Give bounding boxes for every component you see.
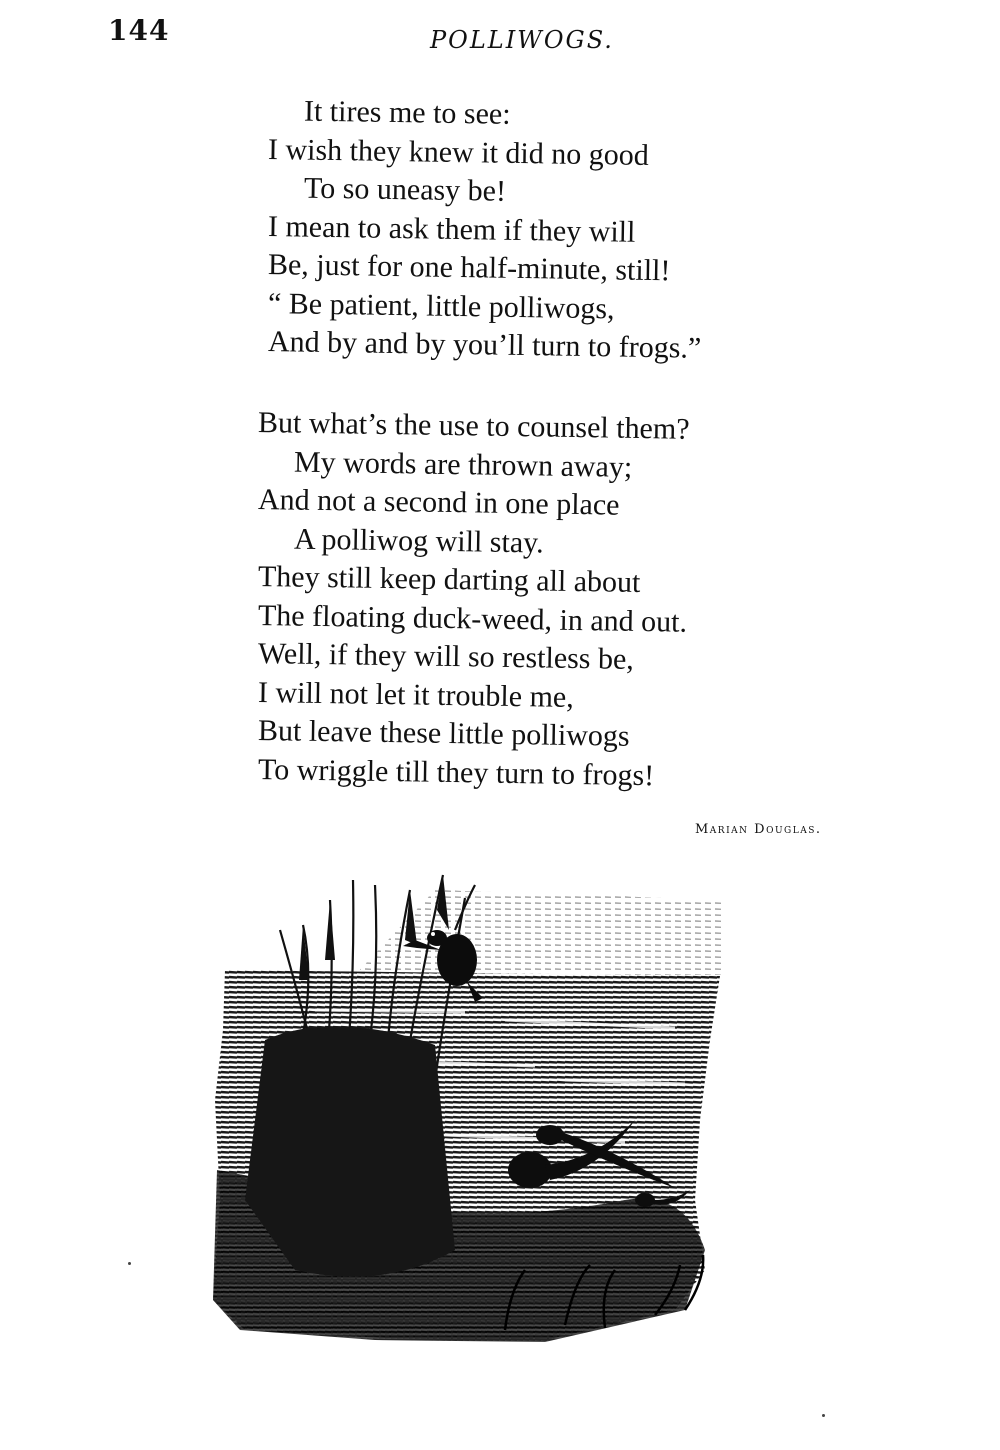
verse-line: But leave these little polliwogs [257,714,630,753]
stanza-one [267,92,702,365]
verse-line: I wish they knew it did no good [267,132,650,172]
verse-line: My words are thrown away; [293,445,633,484]
print-speck [128,1262,131,1265]
running-title: POLLIWOGS. [430,26,614,54]
stanza-two [257,404,690,792]
verse-line: A polliwog will stay. [293,522,544,559]
verse-line: I mean to ask them if they will [267,209,636,249]
verse-line: Be, just for one half-minute, still! [267,248,671,288]
verse-line: To wriggle till they turn to frogs! [257,752,655,792]
pond-engraving-illustration [205,870,725,1350]
verse-line: To so uneasy be! [303,171,507,208]
verse-line: And by and by you’ll turn to frogs.” [267,325,702,365]
page-number: 144 [108,14,170,47]
author-attribution: Marian Douglas. [695,822,822,837]
verse-line: And not a second in one place [257,483,620,522]
verse-line: It tires me to see: [303,94,511,131]
verse-line: The floating duck-weed, in and out. [257,598,688,639]
verse-line: I will not let it trouble me, [257,675,575,714]
verse-line: Well, if they will so restless be, [257,637,635,676]
print-speck [822,1414,825,1417]
verse-line: “ Be patient, little polliwogs, [267,286,615,325]
reed-clump [245,1026,455,1277]
verse-line: They still keep darting all about [257,560,641,600]
verse-line: But what’s the use to counsel them? [257,406,690,446]
